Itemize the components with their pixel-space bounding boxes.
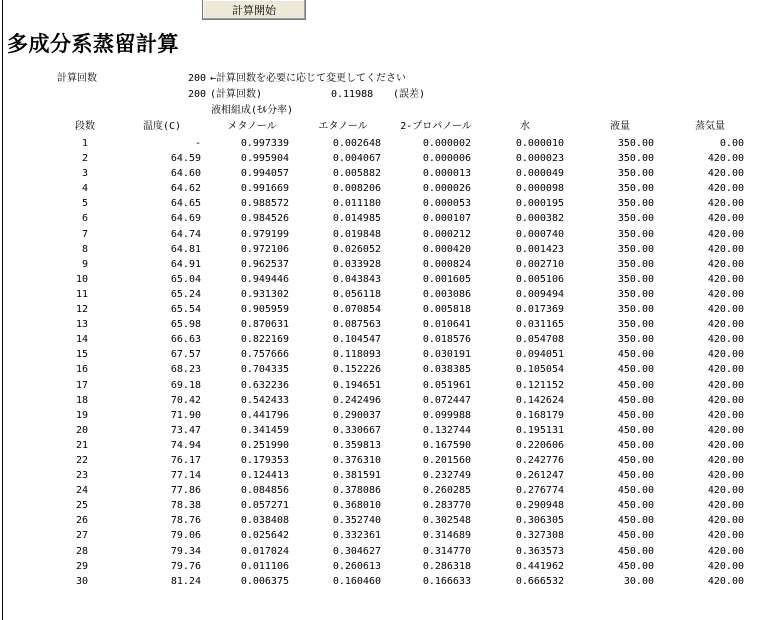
stage-cell[interactable]: 4: [81, 183, 88, 195]
error-value: 0.11988: [331, 89, 374, 100]
table-row: [0, 378, 761, 393]
vapor-flow-cell[interactable]: 420.00: [707, 334, 744, 346]
methanol-cell[interactable]: 0.931302: [240, 288, 289, 300]
stage-cell[interactable]: 26: [75, 515, 88, 527]
liquid-flow-cell[interactable]: 450.00: [617, 515, 654, 527]
propanol-cell[interactable]: 0.166633: [422, 575, 471, 587]
water-cell[interactable]: 0.261247: [515, 470, 564, 482]
ethanol-cell[interactable]: 0.019848: [332, 228, 381, 240]
table-row: [0, 362, 761, 377]
vapor-flow-cell[interactable]: 420.00: [707, 485, 744, 497]
propanol-cell[interactable]: 0.302548: [422, 515, 471, 527]
header-vapor-flow: 蒸気量: [695, 121, 725, 132]
vapor-flow-cell[interactable]: 420.00: [707, 575, 744, 587]
ethanol-cell[interactable]: 0.368010: [332, 500, 381, 512]
water-cell[interactable]: 0.276774: [515, 485, 564, 497]
table-row: [0, 196, 761, 211]
stage-cell[interactable]: 18: [75, 394, 88, 406]
methanol-cell[interactable]: 0.870631: [240, 319, 289, 331]
liquid-flow-cell[interactable]: 350.00: [617, 258, 654, 270]
temperature-cell[interactable]: 78.76: [170, 515, 201, 527]
methanol-cell[interactable]: 0.988572: [240, 198, 289, 210]
methanol-cell[interactable]: 0.057271: [240, 500, 289, 512]
stage-cell[interactable]: 23: [75, 470, 88, 482]
methanol-cell[interactable]: 0.972106: [240, 243, 289, 255]
liquid-flow-cell[interactable]: 30.00: [623, 575, 654, 587]
propanol-cell[interactable]: 0.260285: [422, 485, 471, 497]
temperature-cell[interactable]: 77.86: [170, 485, 201, 497]
temperature-cell[interactable]: 64.65: [170, 198, 201, 210]
table-row: [0, 513, 761, 528]
propanol-cell[interactable]: 0.000006: [422, 153, 471, 165]
ethanol-cell[interactable]: 0.005882: [332, 168, 381, 180]
stage-cell[interactable]: 25: [75, 500, 88, 512]
table-row: [0, 272, 761, 287]
stage-cell[interactable]: 21: [75, 439, 88, 451]
liquid-flow-cell[interactable]: 450.00: [617, 500, 654, 512]
temperature-cell[interactable]: 66.63: [170, 334, 201, 346]
vapor-flow-cell[interactable]: 420.00: [707, 530, 744, 542]
iterations-label: 計算回数: [57, 73, 97, 84]
water-cell[interactable]: 0.242776: [515, 454, 564, 466]
stage-cell[interactable]: 10: [75, 273, 88, 285]
table-row: [0, 393, 761, 408]
stage-cell[interactable]: 8: [81, 243, 88, 255]
vapor-flow-cell[interactable]: 420.00: [707, 198, 744, 210]
water-cell[interactable]: 0.105054: [515, 364, 564, 376]
ethanol-cell[interactable]: 0.008206: [332, 183, 381, 195]
propanol-cell[interactable]: 0.005818: [422, 304, 471, 316]
vapor-flow-cell[interactable]: 420.00: [707, 228, 744, 240]
temperature-cell[interactable]: 65.24: [170, 288, 201, 300]
methanol-cell[interactable]: 0.006375: [240, 575, 289, 587]
liquid-flow-cell[interactable]: 450.00: [617, 545, 654, 557]
methanol-cell[interactable]: 0.995904: [240, 153, 289, 165]
methanol-cell[interactable]: 0.124413: [240, 470, 289, 482]
methanol-cell[interactable]: 0.441796: [240, 409, 289, 421]
table-row: [0, 257, 761, 272]
temperature-cell[interactable]: 64.59: [170, 153, 201, 165]
water-cell[interactable]: 0.327308: [515, 530, 564, 542]
header-temperature: 温度(C): [142, 121, 182, 132]
liquid-flow-cell[interactable]: 350.00: [617, 228, 654, 240]
vapor-flow-cell[interactable]: 420.00: [707, 288, 744, 300]
propanol-cell[interactable]: 0.003086: [422, 288, 471, 300]
water-cell[interactable]: 0.094051: [515, 349, 564, 361]
water-cell[interactable]: 0.000010: [515, 138, 564, 149]
liquid-flow-cell[interactable]: 350.00: [617, 138, 654, 149]
stage-cell[interactable]: 22: [75, 454, 88, 466]
temperature-cell[interactable]: 64.62: [170, 183, 201, 195]
table-row: [0, 136, 761, 151]
ethanol-cell[interactable]: 0.194651: [332, 379, 381, 391]
liquid-flow-cell[interactable]: 450.00: [617, 379, 654, 391]
temperature-cell[interactable]: 69.18: [170, 379, 201, 391]
temperature-cell[interactable]: 64.60: [170, 168, 201, 180]
table-row: [0, 181, 761, 196]
temperature-cell[interactable]: 81.24: [170, 575, 201, 587]
ethanol-cell[interactable]: 0.304627: [332, 545, 381, 557]
methanol-cell[interactable]: 0.025642: [240, 530, 289, 542]
vapor-flow-cell[interactable]: 0.00: [719, 138, 744, 149]
stage-cell[interactable]: 6: [81, 213, 88, 225]
stage-cell[interactable]: 24: [75, 485, 88, 497]
stage-cell[interactable]: 2: [81, 153, 88, 165]
table-row: [0, 151, 761, 166]
ethanol-cell[interactable]: 0.160460: [332, 575, 381, 587]
table-row: [0, 287, 761, 302]
methanol-cell[interactable]: 0.179353: [240, 454, 289, 466]
water-cell[interactable]: 0.017369: [515, 304, 564, 316]
methanol-cell[interactable]: 0.979199: [240, 228, 289, 240]
temperature-cell[interactable]: 79.06: [170, 530, 201, 542]
vapor-flow-cell[interactable]: 420.00: [707, 560, 744, 572]
table-row: [0, 559, 761, 574]
vapor-flow-cell[interactable]: 420.00: [707, 213, 744, 225]
table-row: [0, 317, 761, 332]
water-cell[interactable]: 0.441962: [515, 560, 564, 572]
methanol-cell[interactable]: 0.822169: [240, 334, 289, 346]
propanol-cell[interactable]: 0.232749: [422, 470, 471, 482]
stage-cell[interactable]: 29: [75, 560, 88, 572]
stage-cell[interactable]: 12: [75, 304, 88, 316]
ethanol-cell[interactable]: 0.056118: [332, 288, 381, 300]
stage-cell[interactable]: 14: [75, 334, 88, 346]
table-row: [0, 347, 761, 362]
propanol-cell[interactable]: 0.018576: [422, 334, 471, 346]
vapor-flow-cell[interactable]: 420.00: [707, 454, 744, 466]
propanol-cell[interactable]: 0.000013: [422, 168, 471, 180]
table-row: [0, 453, 761, 468]
propanol-cell[interactable]: 0.000212: [422, 228, 471, 240]
water-cell[interactable]: 0.000195: [515, 198, 564, 210]
vapor-flow-cell[interactable]: 420.00: [707, 379, 744, 391]
propanol-cell[interactable]: 0.201560: [422, 454, 471, 466]
temperature-cell[interactable]: 64.81: [170, 243, 201, 255]
vapor-flow-cell[interactable]: 420.00: [707, 319, 744, 331]
ethanol-cell[interactable]: 0.352740: [332, 515, 381, 527]
ethanol-cell[interactable]: 0.332361: [332, 530, 381, 542]
liquid-flow-cell[interactable]: 350.00: [617, 334, 654, 346]
water-cell[interactable]: 0.195131: [515, 424, 564, 436]
liquid-flow-cell[interactable]: 350.00: [617, 153, 654, 165]
temperature-cell[interactable]: -: [194, 138, 201, 149]
methanol-cell[interactable]: 0.341459: [240, 424, 289, 436]
propanol-cell[interactable]: 0.030191: [422, 349, 471, 361]
table-row: [0, 498, 761, 513]
vapor-flow-cell[interactable]: 420.00: [707, 515, 744, 527]
table-row: [0, 544, 761, 559]
iterations-note: ←計算回数を必要に応じて変更してください: [210, 73, 407, 84]
propanol-cell[interactable]: 0.283770: [422, 500, 471, 512]
ethanol-cell[interactable]: 0.087563: [332, 319, 381, 331]
water-cell[interactable]: 0.142624: [515, 394, 564, 406]
start-calculation-button[interactable]: 計算開始: [202, 0, 306, 20]
water-cell[interactable]: 0.363573: [515, 545, 564, 557]
methanol-cell[interactable]: 0.011106: [240, 560, 289, 572]
stage-cell[interactable]: 15: [75, 349, 88, 361]
propanol-cell[interactable]: 0.038385: [422, 364, 471, 376]
iterations-input[interactable]: 200: [187, 73, 206, 84]
temperature-cell[interactable]: 76.17: [170, 454, 201, 466]
water-cell[interactable]: 0.005106: [515, 273, 564, 285]
liquid-flow-cell[interactable]: 450.00: [617, 364, 654, 376]
propanol-cell[interactable]: 0.000824: [422, 258, 471, 270]
ethanol-cell[interactable]: 0.011180: [332, 198, 381, 210]
liquid-flow-cell[interactable]: 450.00: [617, 470, 654, 482]
stage-cell[interactable]: 20: [75, 424, 88, 436]
stage-cell[interactable]: 11: [75, 288, 88, 300]
vapor-flow-cell[interactable]: 420.00: [707, 424, 744, 436]
methanol-cell[interactable]: 0.994057: [240, 168, 289, 180]
header-methanol: メタノール: [227, 121, 277, 132]
liquid-flow-cell[interactable]: 450.00: [617, 439, 654, 451]
liquid-flow-cell[interactable]: 350.00: [617, 168, 654, 180]
methanol-cell[interactable]: 0.704335: [240, 364, 289, 376]
propanol-cell[interactable]: 0.001605: [422, 273, 471, 285]
liquid-flow-cell[interactable]: 450.00: [617, 485, 654, 497]
methanol-cell[interactable]: 0.017024: [240, 545, 289, 557]
table-row: [0, 332, 761, 347]
ethanol-cell[interactable]: 0.026052: [332, 243, 381, 255]
propanol-cell[interactable]: 0.132744: [422, 424, 471, 436]
liquid-flow-cell[interactable]: 450.00: [617, 530, 654, 542]
water-cell[interactable]: 0.220606: [515, 439, 564, 451]
methanol-cell[interactable]: 0.949446: [240, 273, 289, 285]
ethanol-cell[interactable]: 0.290037: [332, 409, 381, 421]
liquid-flow-cell[interactable]: 350.00: [617, 213, 654, 225]
ethanol-cell[interactable]: 0.330667: [332, 424, 381, 436]
methanol-cell[interactable]: 0.962537: [240, 258, 289, 270]
vapor-flow-cell[interactable]: 420.00: [707, 409, 744, 421]
methanol-cell[interactable]: 0.984526: [240, 213, 289, 225]
vapor-flow-cell[interactable]: 420.00: [707, 153, 744, 165]
ethanol-cell[interactable]: 0.070854: [332, 304, 381, 316]
ethanol-cell[interactable]: 0.378086: [332, 485, 381, 497]
table-row: [0, 227, 761, 242]
water-cell[interactable]: 0.168179: [515, 409, 564, 421]
liquid-flow-cell[interactable]: 350.00: [617, 183, 654, 195]
propanol-cell[interactable]: 0.000026: [422, 183, 471, 195]
stage-cell[interactable]: 3: [81, 168, 88, 180]
ethanol-cell[interactable]: 0.004067: [332, 153, 381, 165]
water-cell[interactable]: 0.290948: [515, 500, 564, 512]
liquid-flow-cell[interactable]: 450.00: [617, 394, 654, 406]
propanol-cell[interactable]: 0.000107: [422, 213, 471, 225]
temperature-cell[interactable]: 78.38: [170, 500, 201, 512]
methanol-cell[interactable]: 0.632236: [240, 379, 289, 391]
ethanol-cell[interactable]: 0.118093: [332, 349, 381, 361]
vapor-flow-cell[interactable]: 420.00: [707, 258, 744, 270]
table-row: [0, 211, 761, 226]
table-row: [0, 438, 761, 453]
liquid-flow-cell[interactable]: 450.00: [617, 560, 654, 572]
ethanol-cell[interactable]: 0.260613: [332, 560, 381, 572]
liquid-flow-cell[interactable]: 350.00: [617, 243, 654, 255]
liquid-flow-cell[interactable]: 350.00: [617, 304, 654, 316]
propanol-cell[interactable]: 0.000053: [422, 198, 471, 210]
methanol-cell[interactable]: 0.084856: [240, 485, 289, 497]
temperature-cell[interactable]: 68.23: [170, 364, 201, 376]
propanol-cell[interactable]: 0.167590: [422, 439, 471, 451]
methanol-cell[interactable]: 0.757666: [240, 349, 289, 361]
liquid-flow-cell[interactable]: 450.00: [617, 349, 654, 361]
temperature-cell[interactable]: 64.74: [170, 228, 201, 240]
methanol-cell[interactable]: 0.542433: [240, 394, 289, 406]
ethanol-cell[interactable]: 0.104547: [332, 334, 381, 346]
temperature-cell[interactable]: 65.04: [170, 273, 201, 285]
table-row: [0, 408, 761, 423]
water-cell[interactable]: 0.000023: [515, 153, 564, 165]
table-row: [0, 302, 761, 317]
vapor-flow-cell[interactable]: 420.00: [707, 439, 744, 451]
error-label: (誤差): [393, 89, 426, 100]
water-cell[interactable]: 0.000049: [515, 168, 564, 180]
liquid-flow-cell[interactable]: 450.00: [617, 409, 654, 421]
temperature-cell[interactable]: 64.91: [170, 258, 201, 270]
vapor-flow-cell[interactable]: 420.00: [707, 349, 744, 361]
propanol-cell[interactable]: 0.286318: [422, 560, 471, 572]
temperature-cell[interactable]: 79.34: [170, 545, 201, 557]
temperature-cell[interactable]: 67.57: [170, 349, 201, 361]
stage-cell[interactable]: 13: [75, 319, 88, 331]
temperature-cell[interactable]: 65.54: [170, 304, 201, 316]
header-liquid-flow: 液量: [610, 121, 630, 132]
temperature-cell[interactable]: 65.98: [170, 319, 201, 331]
stage-cell[interactable]: 27: [75, 530, 88, 542]
liquid-flow-cell[interactable]: 450.00: [617, 424, 654, 436]
temperature-cell[interactable]: 70.42: [170, 394, 201, 406]
stage-cell[interactable]: 30: [75, 575, 88, 587]
header-ethanol: エタノール: [318, 121, 368, 132]
propanol-cell[interactable]: 0.000420: [422, 243, 471, 255]
liquid-flow-cell[interactable]: 450.00: [617, 454, 654, 466]
stage-cell[interactable]: 9: [81, 258, 88, 270]
computed-iterations-label: (計算回数): [210, 89, 263, 100]
ethanol-cell[interactable]: 0.033928: [332, 258, 381, 270]
propanol-cell[interactable]: 0.051961: [422, 379, 471, 391]
vapor-flow-cell[interactable]: 420.00: [707, 273, 744, 285]
water-cell[interactable]: 0.001423: [515, 243, 564, 255]
vapor-flow-cell[interactable]: 420.00: [707, 394, 744, 406]
water-cell[interactable]: 0.009494: [515, 288, 564, 300]
header-water: 水: [520, 121, 530, 132]
liquid-flow-cell[interactable]: 350.00: [617, 288, 654, 300]
propanol-cell[interactable]: 0.000002: [422, 138, 471, 149]
table-row: [0, 468, 761, 483]
header-2-propanol: 2-プロパノール: [400, 121, 472, 132]
temperature-cell[interactable]: 73.47: [170, 424, 201, 436]
ethanol-cell[interactable]: 0.002648: [332, 138, 381, 149]
methanol-cell[interactable]: 0.251990: [240, 439, 289, 451]
ethanol-cell[interactable]: 0.152226: [332, 364, 381, 376]
stage-cell[interactable]: 16: [75, 364, 88, 376]
methanol-cell[interactable]: 0.038408: [240, 515, 289, 527]
table-row: [0, 528, 761, 543]
page-title: 多成分系蒸留計算: [7, 32, 179, 56]
vapor-flow-cell[interactable]: 420.00: [707, 500, 744, 512]
ethanol-cell[interactable]: 0.359813: [332, 439, 381, 451]
vapor-flow-cell[interactable]: 420.00: [707, 183, 744, 195]
table-row: [0, 423, 761, 438]
water-cell[interactable]: 0.031165: [515, 319, 564, 331]
table-row: [0, 242, 761, 257]
ethanol-cell[interactable]: 0.376310: [332, 454, 381, 466]
ethanol-cell[interactable]: 0.014985: [332, 213, 381, 225]
results-table: [0, 136, 761, 589]
header-stage: 段数: [75, 121, 95, 132]
water-cell[interactable]: 0.306305: [515, 515, 564, 527]
composition-label: 液相組成(ﾓﾙ分率): [211, 105, 294, 116]
methanol-cell[interactable]: 0.905959: [240, 304, 289, 316]
stage-cell[interactable]: 28: [75, 545, 88, 557]
water-cell[interactable]: 0.000382: [515, 213, 564, 225]
propanol-cell[interactable]: 0.314770: [422, 545, 471, 557]
table-row: [0, 166, 761, 181]
stage-cell[interactable]: 5: [81, 198, 88, 210]
table-row: [0, 574, 761, 589]
water-cell[interactable]: 0.000098: [515, 183, 564, 195]
stage-cell[interactable]: 17: [75, 379, 88, 391]
ethanol-cell[interactable]: 0.242496: [332, 394, 381, 406]
water-cell[interactable]: 0.666532: [515, 575, 564, 587]
liquid-flow-cell[interactable]: 350.00: [617, 273, 654, 285]
propanol-cell[interactable]: 0.314689: [422, 530, 471, 542]
temperature-cell[interactable]: 79.76: [170, 560, 201, 572]
temperature-cell[interactable]: 64.69: [170, 213, 201, 225]
vapor-flow-cell[interactable]: 420.00: [707, 304, 744, 316]
ethanol-cell[interactable]: 0.043843: [332, 273, 381, 285]
vapor-flow-cell[interactable]: 420.00: [707, 545, 744, 557]
water-cell[interactable]: 0.002710: [515, 258, 564, 270]
vapor-flow-cell[interactable]: 420.00: [707, 168, 744, 180]
vapor-flow-cell[interactable]: 420.00: [707, 243, 744, 255]
methanol-cell[interactable]: 0.991669: [240, 183, 289, 195]
liquid-flow-cell[interactable]: 350.00: [617, 198, 654, 210]
liquid-flow-cell[interactable]: 350.00: [617, 319, 654, 331]
ethanol-cell[interactable]: 0.381591: [332, 470, 381, 482]
temperature-cell[interactable]: 77.14: [170, 470, 201, 482]
water-cell[interactable]: 0.054708: [515, 334, 564, 346]
vapor-flow-cell[interactable]: 420.00: [707, 364, 744, 376]
stage-cell[interactable]: 1: [81, 138, 88, 149]
temperature-cell[interactable]: 71.90: [170, 409, 201, 421]
vapor-flow-cell[interactable]: 420.00: [707, 470, 744, 482]
table-row: [0, 483, 761, 498]
water-cell[interactable]: 0.121152: [515, 379, 564, 391]
computed-iterations: 200: [187, 89, 206, 100]
stage-cell[interactable]: 19: [75, 409, 88, 421]
water-cell[interactable]: 0.000740: [515, 228, 564, 240]
temperature-cell[interactable]: 74.94: [170, 439, 201, 451]
propanol-cell[interactable]: 0.010641: [422, 319, 471, 331]
propanol-cell[interactable]: 0.099988: [422, 409, 471, 421]
stage-cell[interactable]: 7: [81, 228, 88, 240]
propanol-cell[interactable]: 0.072447: [422, 394, 471, 406]
methanol-cell[interactable]: 0.997339: [240, 138, 289, 149]
